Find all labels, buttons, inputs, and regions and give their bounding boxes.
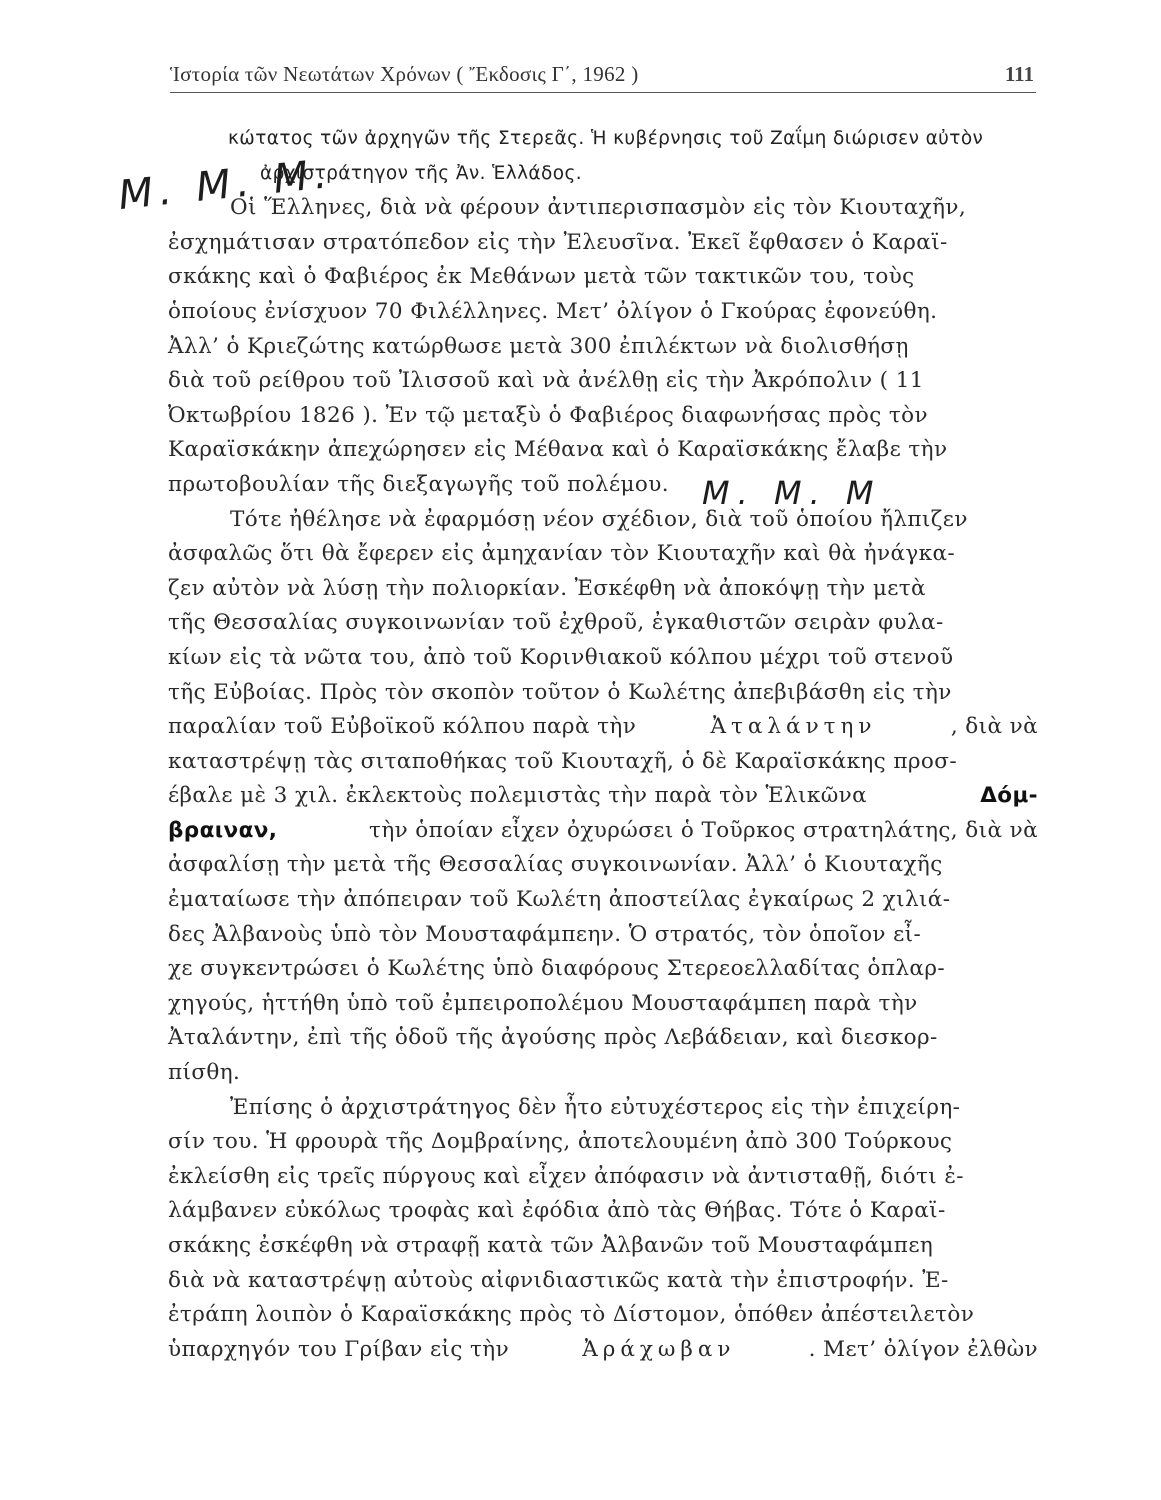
text-line: Τότε ἠθέλησε νὰ ἐφαρμόσῃ νέον σχέδιον, διὰ τοῦ ὁποίου ἤλπιζεν — [230, 506, 968, 532]
text-line: Ἀταλάντην, ἐπὶ τῆς ὁδοῦ τῆς ἀγούσης πρὸς Λεβάδειαν, καὶ διεσκορ- — [168, 1025, 938, 1051]
text-line: Ἐπίσης ὁ ἀρχιστράτηγος δὲν ἦτο εὐτυχέστερος εἰς τὴν ἐπιχείρη- — [230, 1094, 961, 1120]
text-line: κίων εἰς τὰ νῶτα του, ἀπὸ τοῦ Κορινθιακοῦ κόλπου μέχρι τοῦ στενοῦ — [168, 644, 954, 670]
text-line: έβαλε μὲ 3 χιλ. ἐκλεκτοὺς πολεμιστὰς τὴν παρὰ τὸν Ἑλικῶνα Δόμ- — [168, 779, 1038, 814]
text-line: τῆς Εὐβοίας. Πρὸς τὸν σκοπὸν τοῦτον ὁ Κωλέτης ἀπεβιβάσθη εἰς τὴν — [168, 679, 952, 705]
text-line: Οἱ Ἕλληνες, διὰ νὰ φέρουν ἀντιπερισπασμὸν εἰς τὸν Κιουταχῆν, — [230, 195, 967, 221]
text-line: τῆς Θεσσαλίας συγκοινωνίαν τοῦ ἐχθροῦ, ἐγκαθιστῶν σειρὰν φυλα- — [168, 610, 944, 636]
text-line: δες Ἀλβανοὺς ὑπὸ τὸν Μουσταφάμπεην. Ὁ στρατός, τὸν ὁποῖον εἶ- — [168, 921, 922, 947]
text-line: παραλίαν τοῦ Εὐβοϊκοῦ κόλπου παρὰ τὴν Ἀταλάντην , διὰ νὰ — [168, 710, 1038, 745]
book-title: Ἱστορία τῶν Νεωτάτων Χρόνων ( Ἔκδοσις Γ΄, 1962 ) — [170, 62, 639, 86]
text-line: χε συγκεντρώσει ὁ Κωλέτης ὑπὸ διαφόρους Στερεοελλαδίτας ὁπλαρ- — [168, 956, 946, 982]
page-number: 111 — [1004, 62, 1034, 86]
text-line: λάμβανεν εὐκόλως τροφὰς καὶ ἐφόδια ἀπὸ τὰς Θήβας. Τότε ὁ Καραϊ- — [168, 1198, 946, 1224]
text-line: πρωτοβουλίαν τῆς διεξαγωγῆς τοῦ πολέμου. — [168, 471, 669, 497]
text-line: Καραϊσκάκην ἀπεχώρησεν εἰς Μέθανα καὶ ὁ Καραϊσκάκης ἔλαβε τὴν — [168, 437, 948, 463]
emphasized-word: Δόμ- — [980, 783, 1038, 809]
text-line: σίν του. Ἡ φρουρὰ τῆς Δομβραίνης, ἀποτελουμένη ἀπὸ 300 Τούρκους — [168, 1129, 953, 1155]
text-line: χηγούς, ἡττήθη ὑπὸ τοῦ ἐμπειροπολέμου Μουσταφάμπεη παρὰ τὴν — [168, 990, 918, 1016]
text-line: Ἀλλ’ ὁ Κριεζώτης κατώρθωσε μετὰ 300 ἐπιλέκτων νὰ διολισθήσῃ — [168, 333, 909, 359]
text-line: ἀρχιστράτηγον τῆς Ἀν. Ἑλλάδος. — [260, 162, 583, 184]
body-text — [168, 122, 1038, 1367]
emphasized-word: βραιναν, — [168, 817, 278, 843]
text-line: ὑπαρχηγόν του Γρίβαν εἰς τὴν Ἀράχωβαν . Μετ’ ὀλίγον ἐλθὼν — [168, 1333, 1038, 1368]
text-line: ζεν αὐτὸν νὰ λύσῃ τὴν πολιορκίαν. Ἐσκέφθη νὰ ἀποκόψῃ τὴν μετὰ — [168, 575, 926, 601]
running-header — [170, 58, 1036, 93]
text-line: ἀσφαλῶς ὅτι θὰ ἔφερεν εἰς ἀμηχανίαν τὸν Κιουταχῆν καὶ θὰ ἠνάγκα- — [168, 541, 956, 567]
text-line: διὰ τοῦ ρείθρου τοῦ Ἰλισσοῦ καὶ νὰ ἀνέλθῃ εἰς τὴν Ἀκρόπολιν ( 11 — [168, 368, 924, 394]
text-line: βραιναν, τὴν ὁποίαν εἶχεν ὀχυρώσει ὁ Τοῦρκος στρατηλάτης, διὰ νὰ — [168, 814, 1038, 849]
text-line: ἐκλείσθη εἰς τρεῖς πύργους καὶ εἶχεν ἀπόφασιν νὰ ἀντισταθῇ, διότι ἐ- — [168, 1163, 964, 1189]
spaced-place-name: Ἀταλάντην — [710, 714, 877, 740]
text-line: ἐματαίωσε τὴν ἀπόπειραν τοῦ Κωλέτη ἀποστείλας ἐγκαίρως 2 χιλιά- — [168, 887, 951, 913]
text-line: Ὀκτωβρίου 1826 ). Ἐν τῷ μεταξὺ ὁ Φαβιέρος διαφωνήσας πρὸς τὸν — [168, 402, 928, 428]
text-line: διὰ νὰ καταστρέψῃ αὐτοὺς αἰφνιδιαστικῶς κατὰ τὴν ἐπιστροφήν. Ἐ- — [168, 1267, 949, 1293]
handwritten-margin-note: Μ. Μ. Μ. — [116, 150, 335, 220]
text-line: σκάκης καὶ ὁ Φαβιέρος ἐκ Μεθάνων μετὰ τῶν τακτικῶν του, τοὺς — [168, 264, 915, 290]
text-line: σκάκης ἐσκέφθη νὰ στραφῇ κατὰ τῶν Ἀλβανῶν τοῦ Μουσταφάμπεη — [168, 1233, 934, 1258]
text-line: κώτατος τῶν ἀρχηγῶν τῆς Στερεᾶς. Ἡ κυβέρνησις τοῦ Ζαΐμη διώρισεν αὐτὸν — [228, 128, 984, 149]
text-line: ἐσχημάτισαν στρατόπεδον εἰς τὴν Ἐλευσῖνα. Ἐκεῖ ἔφθασεν ὁ Καραϊ- — [168, 229, 948, 255]
spaced-place-name: Ἀράχωβαν — [582, 1336, 736, 1362]
text-line: ἐτράπη λοιπὸν ὁ Καραϊσκάκης πρὸς τὸ Δίστομον, ὁπόθεν ἀπέστειλετὸν — [168, 1302, 975, 1328]
handwritten-inline-note: Μ. Μ. Μ — [702, 474, 882, 512]
text-line: πίσθη. — [168, 1060, 241, 1086]
text-line: καταστρέψῃ τὰς σιταποθήκας τοῦ Κιουταχῆ, ὁ δὲ Καραϊσκάκης προσ- — [168, 748, 958, 774]
text-line: ὁποίους ἐνίσχυον 70 Φιλέλληνες. Μετ’ ὀλίγον ὁ Γκούρας ἐφονεύθη. — [168, 298, 938, 324]
text-line: ἀσφαλίσῃ τὴν μετὰ τῆς Θεσσαλίας συγκοινωνίαν. Ἀλλ’ ὁ Κιουταχῆς — [168, 852, 943, 878]
